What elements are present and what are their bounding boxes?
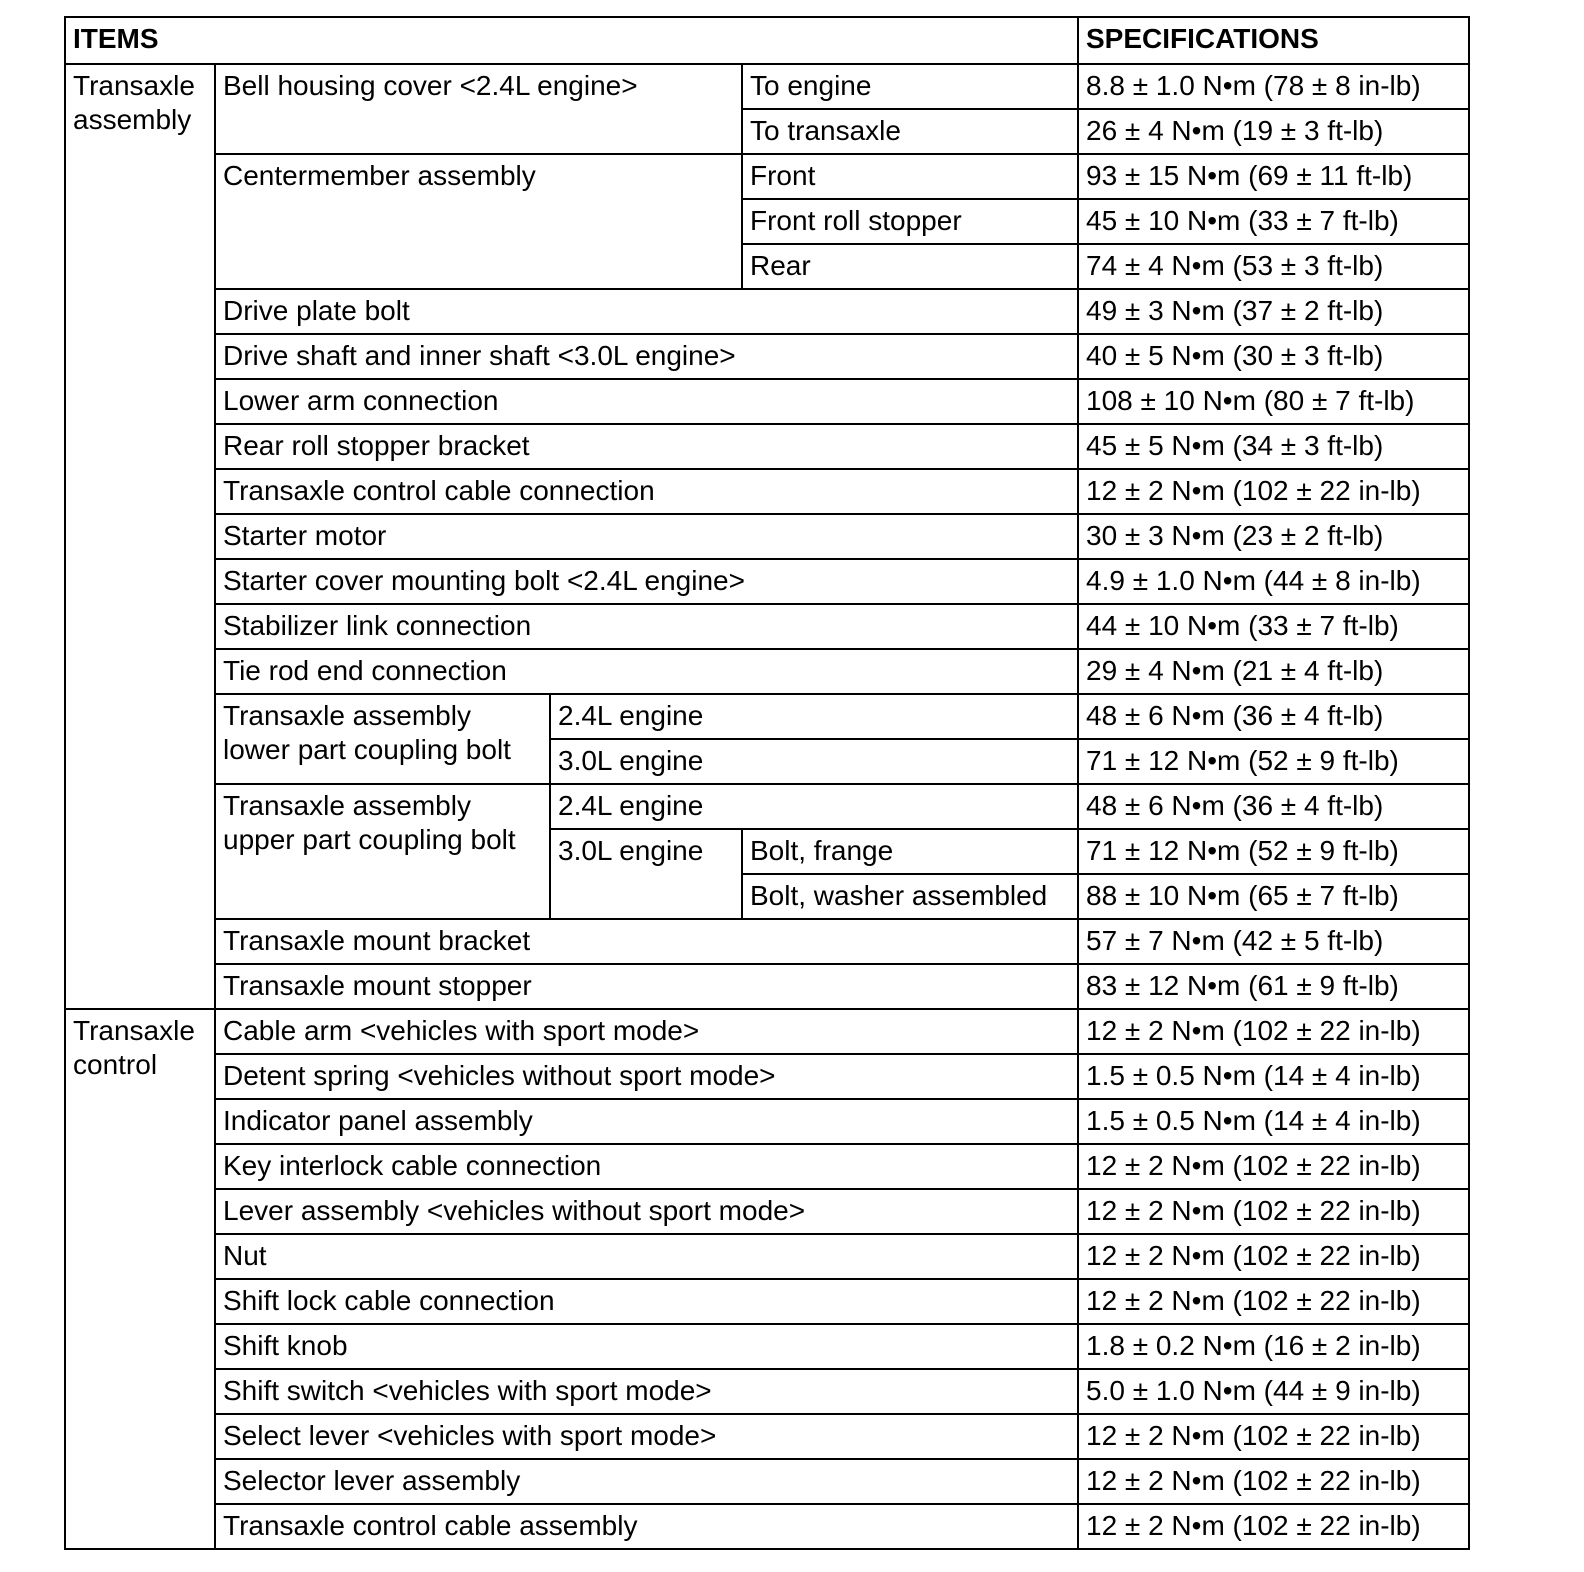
sub-item-cell: Bolt, washer assembled — [742, 874, 1078, 919]
spec-cell: 12 ± 2 N•m (102 ± 22 in-lb) — [1078, 1144, 1469, 1189]
item-cell: Bell housing cover <2.4L engine> — [215, 64, 742, 154]
spec-cell: 12 ± 2 N•m (102 ± 22 in-lb) — [1078, 1279, 1469, 1324]
sub-item-cell: Front — [742, 154, 1078, 199]
item-cell: Shift knob — [215, 1324, 1078, 1369]
table-row — [65, 1189, 1469, 1234]
item-cell: Transaxle mount bracket — [215, 919, 1078, 964]
item-cell: Drive shaft and inner shaft <3.0L engine> — [215, 334, 1078, 379]
spec-cell: 4.9 ± 1.0 N•m (44 ± 8 in-lb) — [1078, 559, 1469, 604]
spec-cell: 49 ± 3 N•m (37 ± 2 ft-lb) — [1078, 289, 1469, 334]
table-row — [65, 64, 1469, 109]
group-transaxle-assembly: Transaxle assembly — [65, 64, 215, 1009]
item-cell: Shift switch <vehicles with sport mode> — [215, 1369, 1078, 1414]
table-row — [65, 1369, 1469, 1414]
spec-cell: 29 ± 4 N•m (21 ± 4 ft-lb) — [1078, 649, 1469, 694]
spec-cell: 88 ± 10 N•m (65 ± 7 ft-lb) — [1078, 874, 1469, 919]
item-cell: Tie rod end connection — [215, 649, 1078, 694]
table-row — [65, 1099, 1469, 1144]
table-row — [65, 154, 1469, 199]
item-cell: Starter motor — [215, 514, 1078, 559]
engine-cell: 2.4L engine — [550, 694, 1078, 739]
table-row — [65, 964, 1469, 1009]
item-cell: Detent spring <vehicles without sport mode> — [215, 1054, 1078, 1099]
table-row — [65, 559, 1469, 604]
spec-cell: 48 ± 6 N•m (36 ± 4 ft-lb) — [1078, 694, 1469, 739]
engine-cell: 3.0L engine — [550, 739, 1078, 784]
item-cell: Selector lever assembly — [215, 1459, 1078, 1504]
item-cell: Transaxle assembly lower part coupling bolt — [215, 694, 550, 784]
item-cell: Cable arm <vehicles with sport mode> — [215, 1009, 1078, 1054]
spec-cell: 8.8 ± 1.0 N•m (78 ± 8 in-lb) — [1078, 64, 1469, 109]
spec-cell: 12 ± 2 N•m (102 ± 22 in-lb) — [1078, 1189, 1469, 1234]
sub-item-cell: Bolt, frange — [742, 829, 1078, 874]
spec-cell: 74 ± 4 N•m (53 ± 3 ft-lb) — [1078, 244, 1469, 289]
item-cell: Nut — [215, 1234, 1078, 1279]
table-row — [65, 919, 1469, 964]
table-row — [65, 1324, 1469, 1369]
spec-cell: 93 ± 15 N•m (69 ± 11 ft-lb) — [1078, 154, 1469, 199]
table-row — [65, 289, 1469, 334]
spec-cell: 12 ± 2 N•m (102 ± 22 in-lb) — [1078, 1414, 1469, 1459]
item-cell: Lever assembly <vehicles without sport mode> — [215, 1189, 1078, 1234]
spec-cell: 12 ± 2 N•m (102 ± 22 in-lb) — [1078, 469, 1469, 514]
table-row — [65, 784, 1469, 829]
table-row — [65, 334, 1469, 379]
item-cell: Key interlock cable connection — [215, 1144, 1078, 1189]
table-row — [65, 1504, 1469, 1549]
spec-cell: 71 ± 12 N•m (52 ± 9 ft-lb) — [1078, 739, 1469, 784]
table-row — [65, 649, 1469, 694]
sub-item-cell: Rear — [742, 244, 1078, 289]
spec-cell: 48 ± 6 N•m (36 ± 4 ft-lb) — [1078, 784, 1469, 829]
spec-cell: 12 ± 2 N•m (102 ± 22 in-lb) — [1078, 1009, 1469, 1054]
specifications-header: SPECIFICATIONS — [1078, 17, 1469, 64]
spec-cell: 1.5 ± 0.5 N•m (14 ± 4 in-lb) — [1078, 1054, 1469, 1099]
table-row — [65, 424, 1469, 469]
table-row — [65, 469, 1469, 514]
table-row — [65, 1144, 1469, 1189]
table-row — [65, 1459, 1469, 1504]
table-row — [65, 1279, 1469, 1324]
item-cell: Drive plate bolt — [215, 289, 1078, 334]
items-header: ITEMS — [65, 17, 1078, 64]
spec-cell: 5.0 ± 1.0 N•m (44 ± 9 in-lb) — [1078, 1369, 1469, 1414]
item-cell: Select lever <vehicles with sport mode> — [215, 1414, 1078, 1459]
header-row — [65, 17, 1469, 64]
table-row — [65, 1234, 1469, 1279]
spec-cell: 45 ± 10 N•m (33 ± 7 ft-lb) — [1078, 199, 1469, 244]
spec-cell: 108 ± 10 N•m (80 ± 7 ft-lb) — [1078, 379, 1469, 424]
table-row — [65, 1009, 1469, 1054]
item-cell: Rear roll stopper bracket — [215, 424, 1078, 469]
item-cell: Lower arm connection — [215, 379, 1078, 424]
spec-cell: 12 ± 2 N•m (102 ± 22 in-lb) — [1078, 1459, 1469, 1504]
spec-cell: 30 ± 3 N•m (23 ± 2 ft-lb) — [1078, 514, 1469, 559]
table-row — [65, 604, 1469, 649]
spec-cell: 12 ± 2 N•m (102 ± 22 in-lb) — [1078, 1504, 1469, 1549]
table-row — [65, 1414, 1469, 1459]
engine-cell: 3.0L engine — [550, 829, 742, 919]
spec-cell: 57 ± 7 N•m (42 ± 5 ft-lb) — [1078, 919, 1469, 964]
spec-cell: 1.5 ± 0.5 N•m (14 ± 4 in-lb) — [1078, 1099, 1469, 1144]
sub-item-cell: Front roll stopper — [742, 199, 1078, 244]
item-cell: Starter cover mounting bolt <2.4L engine> — [215, 559, 1078, 604]
item-cell: Transaxle control cable connection — [215, 469, 1078, 514]
item-cell: Centermember assembly — [215, 154, 742, 289]
item-cell: Transaxle control cable assembly — [215, 1504, 1078, 1549]
spec-cell: 83 ± 12 N•m (61 ± 9 ft-lb) — [1078, 964, 1469, 1009]
spec-cell: 40 ± 5 N•m (30 ± 3 ft-lb) — [1078, 334, 1469, 379]
spec-cell: 12 ± 2 N•m (102 ± 22 in-lb) — [1078, 1234, 1469, 1279]
spec-cell: 26 ± 4 N•m (19 ± 3 ft-lb) — [1078, 109, 1469, 154]
torque-specifications-table — [64, 16, 1470, 1550]
item-cell: Transaxle assembly upper part coupling bolt — [215, 784, 550, 919]
spec-cell: 45 ± 5 N•m (34 ± 3 ft-lb) — [1078, 424, 1469, 469]
item-cell: Indicator panel assembly — [215, 1099, 1078, 1144]
table-row — [65, 514, 1469, 559]
spec-cell: 71 ± 12 N•m (52 ± 9 ft-lb) — [1078, 829, 1469, 874]
spec-cell: 44 ± 10 N•m (33 ± 7 ft-lb) — [1078, 604, 1469, 649]
group-transaxle-control: Transaxle control — [65, 1009, 215, 1549]
table-row — [65, 1054, 1469, 1099]
sub-item-cell: To engine — [742, 64, 1078, 109]
item-cell: Stabilizer link connection — [215, 604, 1078, 649]
table-row — [65, 379, 1469, 424]
item-cell: Transaxle mount stopper — [215, 964, 1078, 1009]
item-cell: Shift lock cable connection — [215, 1279, 1078, 1324]
spec-cell: 1.8 ± 0.2 N•m (16 ± 2 in-lb) — [1078, 1324, 1469, 1369]
engine-cell: 2.4L engine — [550, 784, 1078, 829]
sub-item-cell: To transaxle — [742, 109, 1078, 154]
table-row — [65, 694, 1469, 739]
